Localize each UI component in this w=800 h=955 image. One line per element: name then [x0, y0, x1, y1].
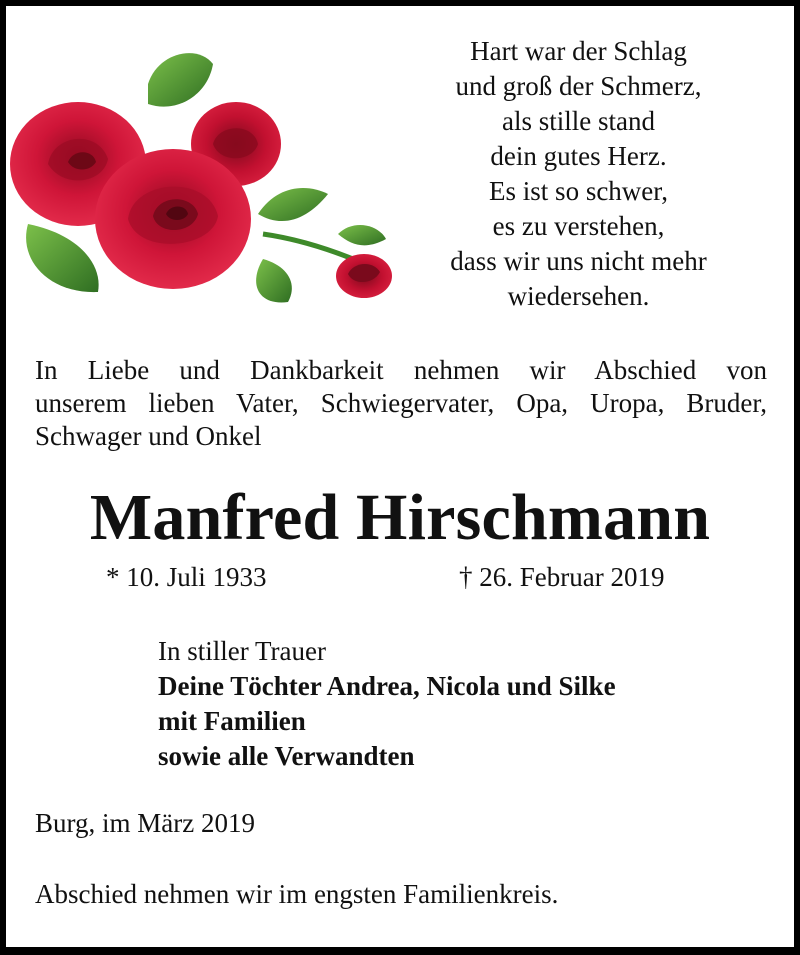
poem-line: Hart war der Schlag	[470, 36, 687, 66]
intro-text	[35, 354, 767, 453]
mourners-heading: In stiller Trauer	[158, 636, 326, 666]
death-date: † 26. Februar 2019	[459, 562, 665, 592]
poem-line: es zu verstehen,	[492, 211, 665, 241]
mourners	[158, 634, 616, 774]
mourners-line: mit Familien	[158, 706, 306, 736]
poem-line: Es ist so schwer,	[489, 176, 668, 206]
farewell-note: Abschied nehmen wir im engsten Familienkreis.	[35, 879, 559, 909]
place-date: Burg, im März 2019	[35, 808, 255, 838]
poem-line: und groß der Schmerz,	[455, 71, 702, 101]
obituary-notice	[6, 6, 794, 947]
poem	[386, 34, 771, 314]
poem-line: als stille stand	[502, 106, 655, 136]
mourners-line: Deine Töchter Andrea, Nicola und Silke	[158, 671, 616, 701]
poem-line: dein gutes Herz.	[490, 141, 667, 171]
intro-line: unserem lieben Vater, Schwiegervater, Opa, Uropa, Bruder,	[35, 388, 767, 418]
deceased-name: Manfred Hirschmann	[89, 481, 711, 554]
birth-date: * 10. Juli 1933	[106, 562, 267, 592]
poem-line: dass wir uns nicht mehr	[450, 246, 707, 276]
mourners-line: sowie alle Verwandten	[158, 741, 415, 771]
poem-line: wiedersehen.	[507, 281, 650, 311]
red-roses-image	[8, 44, 403, 309]
intro-line: Schwager und Onkel	[35, 421, 262, 451]
intro-line: In Liebe und Dankbarkeit nehmen wir Abschied von	[35, 355, 767, 385]
